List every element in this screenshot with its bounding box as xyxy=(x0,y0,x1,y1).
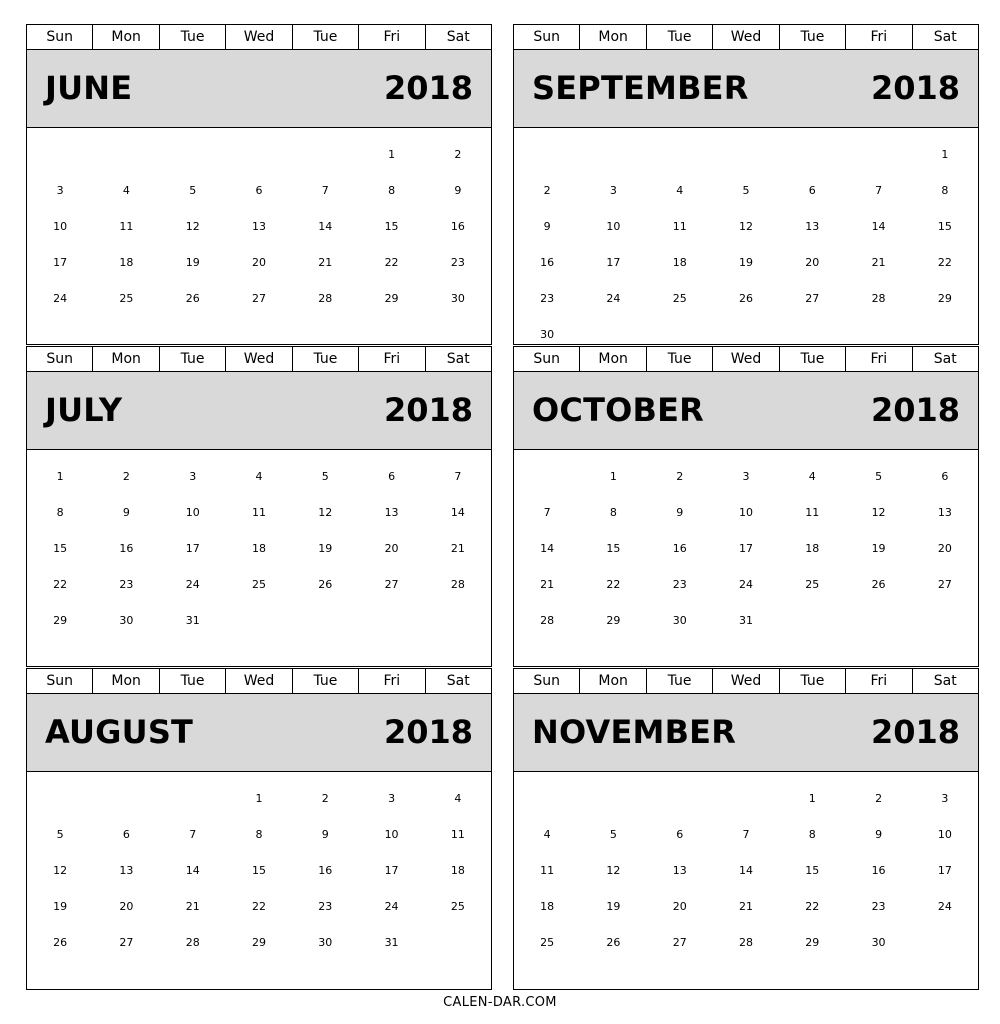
day-cell: 20 xyxy=(384,541,399,555)
day-cell: 23 xyxy=(318,899,333,913)
weekday-header-row xyxy=(27,25,491,50)
day-cell: 18 xyxy=(672,255,687,269)
day-cell: 29 xyxy=(384,291,399,305)
month-july xyxy=(26,346,492,667)
day-cell: 11 xyxy=(672,219,687,233)
day-cell: 19 xyxy=(606,899,621,913)
day-cell: 14 xyxy=(318,219,333,233)
day-cell: 14 xyxy=(185,863,200,877)
day-cell: 8 xyxy=(388,183,396,197)
day-cell: 4 xyxy=(676,183,684,197)
day-cell: 10 xyxy=(53,219,68,233)
day-cell: 2 xyxy=(454,147,462,161)
day-cell: 13 xyxy=(937,505,952,519)
day-cell: 16 xyxy=(540,255,555,269)
day-cell: 9 xyxy=(543,219,551,233)
day-cell: 8 xyxy=(609,505,617,519)
day-cell: 14 xyxy=(450,505,465,519)
day-cell: 6 xyxy=(808,183,816,197)
day-cell: 19 xyxy=(53,899,68,913)
weekday-header: Tue xyxy=(293,669,359,693)
weekday-header: Sat xyxy=(933,351,957,367)
day-cell: 7 xyxy=(742,827,750,841)
day-cell: 14 xyxy=(738,863,753,877)
day-cell: 7 xyxy=(454,469,462,483)
day-cell: 15 xyxy=(384,219,399,233)
day-cell: 2 xyxy=(543,183,551,197)
day-cell: 12 xyxy=(318,505,333,519)
day-cell: 1 xyxy=(56,469,64,483)
day-cell: 30 xyxy=(119,613,134,627)
day-cell: 12 xyxy=(606,863,621,877)
day-cell: 7 xyxy=(543,505,551,519)
day-cell: 12 xyxy=(738,219,753,233)
day-cell: 29 xyxy=(937,291,952,305)
weekday-header: Tue xyxy=(647,347,713,371)
day-cell: 21 xyxy=(738,899,753,913)
weekday-header: Tue xyxy=(293,25,359,49)
month-name: JULY xyxy=(45,391,123,429)
weekday-header: Mon xyxy=(580,347,646,371)
weekday-header: Tue xyxy=(780,669,846,693)
day-cell: 6 xyxy=(255,183,263,197)
day-cell: 28 xyxy=(450,577,465,591)
weekday-header-row xyxy=(514,25,978,50)
day-cell: 6 xyxy=(941,469,949,483)
day-cell: 3 xyxy=(189,469,197,483)
day-cell: 10 xyxy=(185,505,200,519)
day-cell: 26 xyxy=(185,291,200,305)
day-cell: 16 xyxy=(318,863,333,877)
day-cell: 18 xyxy=(540,899,555,913)
day-cell: 29 xyxy=(606,613,621,627)
day-cell: 6 xyxy=(122,827,130,841)
day-cell: 26 xyxy=(53,935,68,949)
day-cell: 16 xyxy=(871,863,886,877)
day-cell: 29 xyxy=(805,935,820,949)
weekday-header: Sun xyxy=(27,669,93,693)
month-october xyxy=(513,346,979,667)
day-cell: 8 xyxy=(808,827,816,841)
day-cell: 13 xyxy=(672,863,687,877)
day-cell: 20 xyxy=(119,899,134,913)
day-cell: 9 xyxy=(676,505,684,519)
weekday-header: Wed xyxy=(226,669,292,693)
day-cell: 21 xyxy=(450,541,465,555)
month-june xyxy=(26,24,492,345)
weekday-header: Sat xyxy=(933,673,957,689)
weekday-header: Sun xyxy=(514,669,580,693)
month-november xyxy=(513,668,979,990)
weekday-header: Mon xyxy=(580,25,646,49)
day-cell: 2 xyxy=(676,469,684,483)
day-cell: 6 xyxy=(388,469,396,483)
day-cell: 13 xyxy=(251,219,266,233)
weekday-header: Sun xyxy=(514,347,580,371)
day-cell: 16 xyxy=(119,541,134,555)
weekday-header: Wed xyxy=(713,25,779,49)
day-cell: 19 xyxy=(738,255,753,269)
day-cell: 29 xyxy=(251,935,266,949)
weekday-header: Fri xyxy=(846,669,912,693)
day-cell: 1 xyxy=(255,791,263,805)
weekday-header: Fri xyxy=(359,347,425,371)
weekday-header: Tue xyxy=(780,25,846,49)
day-cell: 30 xyxy=(318,935,333,949)
day-cell: 15 xyxy=(805,863,820,877)
day-cell: 13 xyxy=(384,505,399,519)
day-cell: 10 xyxy=(384,827,399,841)
day-cell: 20 xyxy=(672,899,687,913)
day-cell: 1 xyxy=(941,147,949,161)
day-cell: 24 xyxy=(738,577,753,591)
day-cell: 23 xyxy=(540,291,555,305)
day-cell: 18 xyxy=(805,541,820,555)
day-cell: 8 xyxy=(255,827,263,841)
day-cell: 10 xyxy=(606,219,621,233)
day-cell: 29 xyxy=(53,613,68,627)
month-year: 2018 xyxy=(870,391,960,429)
day-cell: 25 xyxy=(805,577,820,591)
day-cell: 11 xyxy=(251,505,266,519)
day-cell: 3 xyxy=(742,469,750,483)
weekday-header: Mon xyxy=(93,669,159,693)
day-cell: 4 xyxy=(255,469,263,483)
day-cell: 13 xyxy=(805,219,820,233)
weekday-header-row xyxy=(27,669,491,694)
day-cell: 9 xyxy=(454,183,462,197)
day-cell: 11 xyxy=(805,505,820,519)
weekday-header: Wed xyxy=(713,347,779,371)
day-cell: 13 xyxy=(119,863,134,877)
day-cell: 21 xyxy=(871,255,886,269)
weekday-header: Tue xyxy=(647,669,713,693)
day-cell: 17 xyxy=(937,863,952,877)
day-cell: 1 xyxy=(808,791,816,805)
month-september xyxy=(513,24,979,345)
day-cell: 6 xyxy=(676,827,684,841)
day-cell: 17 xyxy=(53,255,68,269)
day-cell: 10 xyxy=(937,827,952,841)
weekday-header: Sat xyxy=(933,29,957,45)
day-cell: 23 xyxy=(450,255,465,269)
day-cell: 19 xyxy=(318,541,333,555)
day-cell: 20 xyxy=(937,541,952,555)
weekday-header: Wed xyxy=(713,669,779,693)
day-cell: 12 xyxy=(871,505,886,519)
day-cell: 27 xyxy=(937,577,952,591)
day-cell: 31 xyxy=(738,613,753,627)
weekday-header: Fri xyxy=(359,669,425,693)
day-cell: 1 xyxy=(388,147,396,161)
weekday-header-row xyxy=(27,347,491,372)
weekday-header: Tue xyxy=(160,25,226,49)
day-cell: 9 xyxy=(321,827,329,841)
day-cell: 26 xyxy=(318,577,333,591)
day-cell: 18 xyxy=(251,541,266,555)
day-cell: 1 xyxy=(609,469,617,483)
day-cell: 28 xyxy=(738,935,753,949)
weekday-header: Sun xyxy=(27,25,93,49)
weekday-header: Fri xyxy=(846,25,912,49)
weekday-header: Mon xyxy=(93,25,159,49)
day-cell: 12 xyxy=(53,863,68,877)
day-cell: 22 xyxy=(606,577,621,591)
day-cell: 23 xyxy=(119,577,134,591)
day-cell: 9 xyxy=(122,505,130,519)
day-cell: 4 xyxy=(122,183,130,197)
day-cell: 30 xyxy=(672,613,687,627)
day-cell: 27 xyxy=(119,935,134,949)
weekday-header: Sat xyxy=(446,29,470,45)
day-cell: 5 xyxy=(609,827,617,841)
day-cell: 28 xyxy=(540,613,555,627)
day-cell: 14 xyxy=(871,219,886,233)
weekday-header: Tue xyxy=(160,347,226,371)
day-cell: 3 xyxy=(388,791,396,805)
day-cell: 7 xyxy=(321,183,329,197)
month-title-bar xyxy=(27,372,491,450)
day-cell: 17 xyxy=(606,255,621,269)
day-cell: 21 xyxy=(185,899,200,913)
month-year: 2018 xyxy=(870,713,960,751)
day-cell: 22 xyxy=(384,255,399,269)
day-cell: 27 xyxy=(805,291,820,305)
weekday-header: Sat xyxy=(446,673,470,689)
day-cell: 26 xyxy=(738,291,753,305)
day-cell: 25 xyxy=(119,291,134,305)
day-cell: 5 xyxy=(56,827,64,841)
day-cell: 26 xyxy=(871,577,886,591)
day-cell: 11 xyxy=(450,827,465,841)
day-cell: 5 xyxy=(321,469,329,483)
day-cell: 14 xyxy=(540,541,555,555)
day-cell: 27 xyxy=(384,577,399,591)
day-cell: 30 xyxy=(450,291,465,305)
day-cell: 24 xyxy=(384,899,399,913)
day-cell: 11 xyxy=(540,863,555,877)
day-cell: 15 xyxy=(606,541,621,555)
month-name: SEPTEMBER xyxy=(532,69,749,107)
day-cell: 18 xyxy=(450,863,465,877)
day-cell: 30 xyxy=(540,327,555,341)
day-cell: 28 xyxy=(318,291,333,305)
day-cell: 25 xyxy=(450,899,465,913)
day-cell: 22 xyxy=(53,577,68,591)
day-cell: 30 xyxy=(871,935,886,949)
day-cell: 3 xyxy=(609,183,617,197)
day-cell: 19 xyxy=(871,541,886,555)
day-cell: 5 xyxy=(742,183,750,197)
day-cell: 7 xyxy=(189,827,197,841)
month-name: JUNE xyxy=(45,69,133,107)
weekday-header: Tue xyxy=(293,347,359,371)
day-cell: 17 xyxy=(185,541,200,555)
month-name: AUGUST xyxy=(45,713,194,751)
day-cell: 12 xyxy=(185,219,200,233)
month-title-bar xyxy=(27,694,491,772)
day-cell: 22 xyxy=(805,899,820,913)
weekday-header: Tue xyxy=(160,669,226,693)
site-footer: CALEN-DAR.COM xyxy=(443,995,557,1010)
day-cell: 17 xyxy=(384,863,399,877)
weekday-header: Tue xyxy=(647,25,713,49)
day-cell: 22 xyxy=(937,255,952,269)
day-cell: 3 xyxy=(56,183,64,197)
day-cell: 4 xyxy=(808,469,816,483)
day-cell: 4 xyxy=(543,827,551,841)
day-cell: 28 xyxy=(871,291,886,305)
weekday-header: Fri xyxy=(846,347,912,371)
day-cell: 11 xyxy=(119,219,134,233)
day-cell: 25 xyxy=(672,291,687,305)
month-year: 2018 xyxy=(870,69,960,107)
weekday-header-row xyxy=(514,347,978,372)
day-cell: 8 xyxy=(941,183,949,197)
day-cell: 24 xyxy=(937,899,952,913)
weekday-header: Wed xyxy=(226,25,292,49)
day-cell: 3 xyxy=(941,791,949,805)
day-cell: 21 xyxy=(540,577,555,591)
day-cell: 5 xyxy=(189,183,197,197)
day-cell: 2 xyxy=(122,469,130,483)
weekday-header: Mon xyxy=(93,347,159,371)
day-cell: 21 xyxy=(318,255,333,269)
month-title-bar xyxy=(27,50,491,128)
month-title-bar xyxy=(514,694,978,772)
weekday-header-row xyxy=(514,669,978,694)
month-name: NOVEMBER xyxy=(532,713,737,751)
month-title-bar xyxy=(514,372,978,450)
day-cell: 2 xyxy=(875,791,883,805)
day-cell: 28 xyxy=(185,935,200,949)
day-cell: 22 xyxy=(251,899,266,913)
day-cell: 23 xyxy=(672,577,687,591)
weekday-header: Fri xyxy=(359,25,425,49)
day-cell: 25 xyxy=(251,577,266,591)
day-cell: 9 xyxy=(875,827,883,841)
day-cell: 18 xyxy=(119,255,134,269)
day-cell: 19 xyxy=(185,255,200,269)
day-cell: 2 xyxy=(321,791,329,805)
month-name: OCTOBER xyxy=(532,391,705,429)
month-year: 2018 xyxy=(383,713,473,751)
day-cell: 31 xyxy=(185,613,200,627)
day-cell: 27 xyxy=(251,291,266,305)
day-cell: 20 xyxy=(805,255,820,269)
day-cell: 31 xyxy=(384,935,399,949)
day-cell: 15 xyxy=(937,219,952,233)
day-cell: 16 xyxy=(672,541,687,555)
weekday-header: Wed xyxy=(226,347,292,371)
day-cell: 15 xyxy=(53,541,68,555)
day-cell: 16 xyxy=(450,219,465,233)
day-cell: 8 xyxy=(56,505,64,519)
day-cell: 25 xyxy=(540,935,555,949)
day-cell: 27 xyxy=(672,935,687,949)
weekday-header: Sun xyxy=(514,25,580,49)
day-cell: 15 xyxy=(251,863,266,877)
day-cell: 23 xyxy=(871,899,886,913)
day-cell: 26 xyxy=(606,935,621,949)
day-cell: 5 xyxy=(875,469,883,483)
month-year: 2018 xyxy=(383,391,473,429)
weekday-header: Sat xyxy=(446,351,470,367)
day-cell: 7 xyxy=(875,183,883,197)
month-title-bar xyxy=(514,50,978,128)
day-cell: 24 xyxy=(185,577,200,591)
day-cell: 20 xyxy=(251,255,266,269)
weekday-header: Tue xyxy=(780,347,846,371)
day-cell: 24 xyxy=(606,291,621,305)
day-cell: 4 xyxy=(454,791,462,805)
month-year: 2018 xyxy=(383,69,473,107)
month-august xyxy=(26,668,492,990)
weekday-header: Mon xyxy=(580,669,646,693)
day-cell: 10 xyxy=(738,505,753,519)
weekday-header: Sun xyxy=(27,347,93,371)
day-cell: 24 xyxy=(53,291,68,305)
day-cell: 17 xyxy=(738,541,753,555)
